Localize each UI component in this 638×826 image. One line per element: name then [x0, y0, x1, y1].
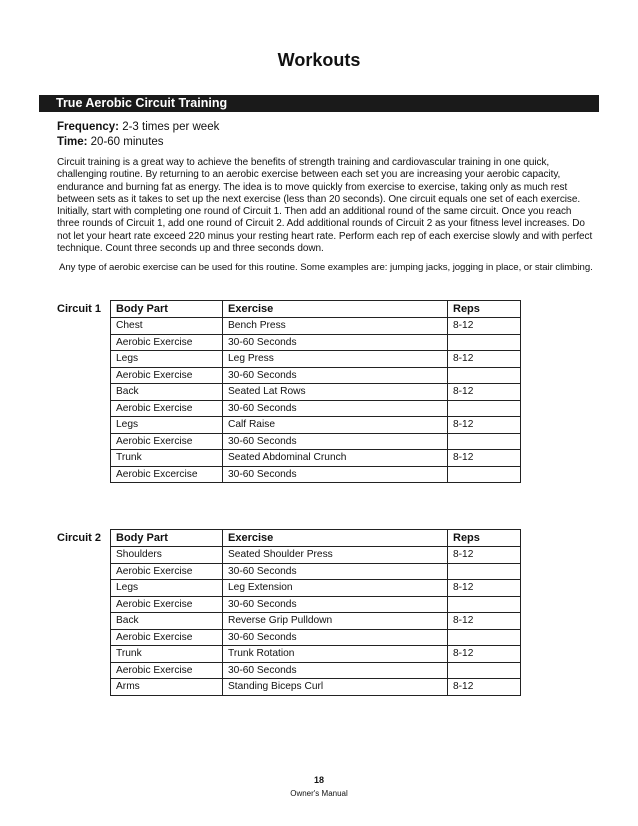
schedule-info [57, 120, 219, 150]
frequency-label: Frequency: [57, 121, 119, 133]
time-label: Time: [57, 136, 88, 148]
table-row [111, 596, 521, 613]
reps-cell: 8-12 [448, 318, 521, 335]
table-row [111, 679, 521, 696]
body-part-cell: Legs [111, 351, 223, 368]
exercise-cell: 30-60 Seconds [223, 629, 448, 646]
body-part-cell: Aerobic Exercise [111, 400, 223, 417]
body-part-cell: Legs [111, 580, 223, 597]
reps-cell [448, 400, 521, 417]
header-body-part: Body Part [111, 301, 223, 318]
exercise-cell: Seated Shoulder Press [223, 547, 448, 564]
table-row [111, 400, 521, 417]
table-row [111, 629, 521, 646]
exercise-cell: 30-60 Seconds [223, 662, 448, 679]
exercise-cell: 30-60 Seconds [223, 400, 448, 417]
reps-cell: 8-12 [448, 450, 521, 467]
page-number: 18 [313, 775, 324, 785]
body-part-cell: Chest [111, 318, 223, 335]
exercise-cell: 30-60 Seconds [223, 334, 448, 351]
exercise-cell: Seated Lat Rows [223, 384, 448, 401]
manual-label: Owner's Manual [290, 789, 348, 798]
table-row [111, 613, 521, 630]
body-part-cell: Aerobic Exercise [111, 596, 223, 613]
exercise-cell: Trunk Rotation [223, 646, 448, 663]
reps-cell [448, 629, 521, 646]
body-part-cell: Aerobic Excercise [111, 466, 223, 483]
reps-cell: 8-12 [448, 613, 521, 630]
table-row [111, 318, 521, 335]
reps-cell: 8-12 [448, 384, 521, 401]
table-row [111, 662, 521, 679]
circuit-1-table [110, 300, 521, 483]
table-row [111, 547, 521, 564]
body-part-cell: Aerobic Exercise [111, 334, 223, 351]
time-value: 20-60 minutes [87, 136, 164, 148]
header-exercise: Exercise [223, 530, 448, 547]
body-part-cell: Legs [111, 417, 223, 434]
reps-cell [448, 466, 521, 483]
table-row [111, 334, 521, 351]
header-exercise: Exercise [223, 301, 448, 318]
body-part-cell: Aerobic Exercise [111, 367, 223, 384]
time-line [57, 135, 219, 150]
table-row [111, 384, 521, 401]
body-part-cell: Trunk [111, 450, 223, 467]
exercise-cell: Leg Press [223, 351, 448, 368]
exercise-cell: 30-60 Seconds [223, 433, 448, 450]
frequency-value: 2-3 times per week [119, 121, 220, 133]
body-part-cell: Aerobic Exercise [111, 563, 223, 580]
table-row [111, 367, 521, 384]
header-reps: Reps [448, 301, 521, 318]
circuit-1-label: Circuit 1 [57, 303, 102, 315]
table-header-row [111, 530, 521, 547]
table-row [111, 450, 521, 467]
exercise-cell: 30-60 Seconds [223, 367, 448, 384]
table-row [111, 417, 521, 434]
reps-cell: 8-12 [448, 547, 521, 564]
aerobic-note: Any type of aerobic exercise can be used for this routine. Some examples are: jumping jacks, jogging in place, or stair climbing. [59, 262, 593, 274]
exercise-cell: Standing Biceps Curl [223, 679, 448, 696]
frequency-line [57, 120, 219, 135]
table-row [111, 351, 521, 368]
reps-cell: 8-12 [448, 679, 521, 696]
reps-cell [448, 596, 521, 613]
reps-cell: 8-12 [448, 351, 521, 368]
table-row [111, 580, 521, 597]
body-part-cell: Arms [111, 679, 223, 696]
exercise-cell: 30-60 Seconds [223, 563, 448, 580]
reps-cell: 8-12 [448, 580, 521, 597]
body-part-cell: Aerobic Exercise [111, 662, 223, 679]
reps-cell [448, 367, 521, 384]
exercise-cell: Leg Extension [223, 580, 448, 597]
body-part-cell: Back [111, 384, 223, 401]
exercise-cell: 30-60 Seconds [223, 466, 448, 483]
exercise-cell: Reverse Grip Pulldown [223, 613, 448, 630]
description [57, 157, 593, 275]
table-row [111, 646, 521, 663]
description-paragraph: Circuit training is a great way to achieve the benefits of strength training and cardiovascular training in one quick, challenging routine. By returning to an aerobic exercise between each set you are increasing your aerobic capacity, endurance and burning fat as energy. The idea is to move quickly from exercise to exercise, taking only as much rest between sets as it takes to set up the next exercise (less than 20 seconds). One circuit equals one set of each exercise. Initially, start with completing one round of Circuit 1. Then add an additional round of the same circuit. Once you reach three rounds of Circuit 1, add one round of Circuit 2. Add additional rounds of Circuit 2 as your fitness level increases. Do not let your heart rate exceed 220 minus your resting heart rate. Perform each rep of each exercise slowly and with perfect technique. Count three seconds up and three seconds down. [57, 157, 593, 255]
reps-cell [448, 433, 521, 450]
table-header-row [111, 301, 521, 318]
table-row [111, 466, 521, 483]
reps-cell: 8-12 [448, 646, 521, 663]
body-part-cell: Shoulders [111, 547, 223, 564]
exercise-cell: Bench Press [223, 318, 448, 335]
exercise-cell: Seated Abdominal Crunch [223, 450, 448, 467]
page-title: Workouts [277, 50, 361, 70]
body-part-cell: Back [111, 613, 223, 630]
exercise-cell: Calf Raise [223, 417, 448, 434]
reps-cell: 8-12 [448, 417, 521, 434]
header-reps: Reps [448, 530, 521, 547]
section-header: True Aerobic Circuit Training [39, 95, 599, 112]
body-part-cell: Aerobic Exercise [111, 433, 223, 450]
body-part-cell: Trunk [111, 646, 223, 663]
reps-cell [448, 662, 521, 679]
header-body-part: Body Part [111, 530, 223, 547]
body-part-cell: Aerobic Exercise [111, 629, 223, 646]
exercise-cell: 30-60 Seconds [223, 596, 448, 613]
circuit-2-table [110, 529, 521, 696]
reps-cell [448, 334, 521, 351]
table-row [111, 433, 521, 450]
circuit-2-label: Circuit 2 [57, 532, 102, 544]
reps-cell [448, 563, 521, 580]
table-row [111, 563, 521, 580]
